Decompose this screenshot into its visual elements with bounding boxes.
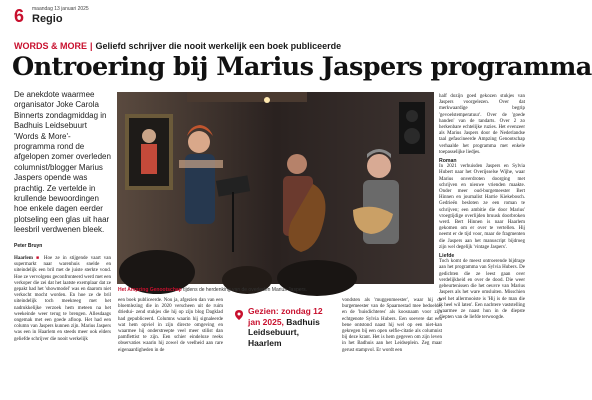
kicker-tag: WORDS & MORE	[14, 41, 87, 51]
intro-paragraph: De anekdote waarmee organisator Joke Carola Binnerts zondagmiddag in Badhuis Leidsebuurt 'Words & More'-programma rond de afgelopen zomer overleden columnist/blogger Marius Jaspers opende was prachtig. Ze vertelde in krullende bewoordingen hoe enkele dagen eerder plotseling een glas uit haar leesbril verdwenen bleek.	[14, 90, 111, 235]
page-number: 6	[14, 6, 25, 26]
issue-date: maandag 13 januari 2025	[32, 6, 89, 12]
subhead-liefde: Liefde	[439, 253, 455, 260]
kicker-text: Geliefd schrijver die nooit werkelijk een boek publiceerde	[95, 41, 342, 51]
body-column-3: vondsten als 'muggenmeester', waar hij de burgemeester van de Spaarnestad mee bedoelde, en de 'huisdichteres' als koosnaam voor zijn echtgenote Sylvia Hubers. Een soevere dat een bene ontstond naast hij wel op een niet-kan gekregen bij een open selfie-citatie als columnist bij deze krant. Het is hem gegeven om zijn leven in het Badhuis aan het Leidseplein. Zeg maar gerust stampvol. Er wordt een	[342, 298, 442, 353]
location-pin-icon	[234, 310, 244, 320]
dateline-square-icon: ■	[35, 255, 41, 261]
kicker-separator-icon: |	[90, 41, 93, 51]
byline: Peter Bruyn	[14, 243, 43, 249]
photo-illustration	[117, 92, 434, 284]
info-text	[248, 306, 332, 348]
body-text-right-1: half dozijn goed gekozen stukjes van Jaspers voorgelezen. Over dat merkwaardige begrip 'gevoelstemperatuur'. Over de 'goede handen' van de tandarts. Over 2 zo herkenbare echtelijke ruzies. Het evenzeer als Marius Jaspers door de Nederlandse taal gefascineerde Ampzing Genootschap verhaalde het programma met enkele toepasselijke liedjes.	[439, 94, 525, 155]
headline: Ontroering bij Marius Jaspers programma	[12, 52, 592, 82]
article-photo	[117, 92, 434, 284]
body-text-1: Hoe ze in stijgende vaart van supermarkt naar warenhuis snelde en uiteindelijk een bril met de juiste sterkte vond. Hoe ze vervolgens geconfronteerd werd met een verkoper die zei dat het laatste exemplaar dat ze gepakt had het 'showmodel' was en daarom niet verkocht mocht worden. En hoe ze de bril uiteindelijk toch meekreeg met het nadrukkelijke verzoek hem meteen na het weekeinde weer terug te brengen. Allesdaags ongemak met een goede afloop. Het had een column van Jaspers kunnen zijn. Marius Jaspers was een in Haarlem en steeds meer ook elders geliefde schrijver die nooit werkelijk	[14, 256, 112, 342]
info-date: zondag 12 jan 2025,	[248, 306, 323, 327]
dateline: Haarlem	[14, 256, 33, 261]
body-column-right	[439, 94, 525, 390]
body-column-2: een boek publiceerde. Nou ja, afgezien dan van een bloemlezing die in 2020 verscheen uit de ruim driedui- zend stukjes die hij op zijn blog Dagklad had gepubliceerd. Columns waarin hij signaleerde wat hem opviel in zijn directe omgeving en waarmee hij onderstreepte veel meer stilist dan pamflettist te zijn. Een schier eindeloze reeks observaties waarin hij zowel de veelheid aan rare eigenaardigheden in de	[118, 298, 223, 353]
info-location: Badhuis Leidsebuurt, Haarlem	[248, 316, 320, 348]
info-box	[228, 306, 333, 350]
body-text-right-2: In 2021 verhuisden Jaspers en Sylvia Hubert naar het Overijsselse Wijhe, waar Marius onverdroten doorging met schrijven en nieuwe vrienden maakte. Onder meer oud-burgemeester Bert Hinnen en journalist Harrie Kiekebosch. Gedrieën besloten ze een roman te schrijven; een ambitie die door Marius' vroegtijdige overlijden bruusk doorbroken werd. Bert Hinnen is naar Haarlem gekomen om er over te vertellen. Hij neemt er de tijd voor, maar de fragmenten die Jaspers aan het manuscript bijdroeg zijn wel degelijk 'vintage Jaspers'.	[439, 164, 525, 250]
body-text-right-3: Toch komt de meest ontroerende bijdrage aan het programma van Sylvia Hubers. De gedichten die ze leest gaan over verdelijkheid en over de dood. Die weer gebeurtenissen die het oeuvre van Marius Jaspers als het ware omsluiten. Misschien wel het allermooiste is 'Hij is de man die ik heel wil laten'. Een nachtere vaststelling waarmee ze naast hun in de diepste diepten van de liefde terwoogde.	[439, 259, 525, 321]
info-label: Gezien:	[248, 306, 279, 316]
kicker	[14, 41, 341, 51]
caption-text: tijdens de herdenking van de overleden Marius Jaspers.	[183, 287, 308, 293]
subhead-roman: Roman	[439, 158, 457, 165]
photo-caption	[118, 287, 307, 293]
section-title: Regio	[32, 13, 63, 25]
body-column-1	[14, 255, 111, 388]
caption-label: Het Ampzing Genootschap	[118, 287, 182, 293]
